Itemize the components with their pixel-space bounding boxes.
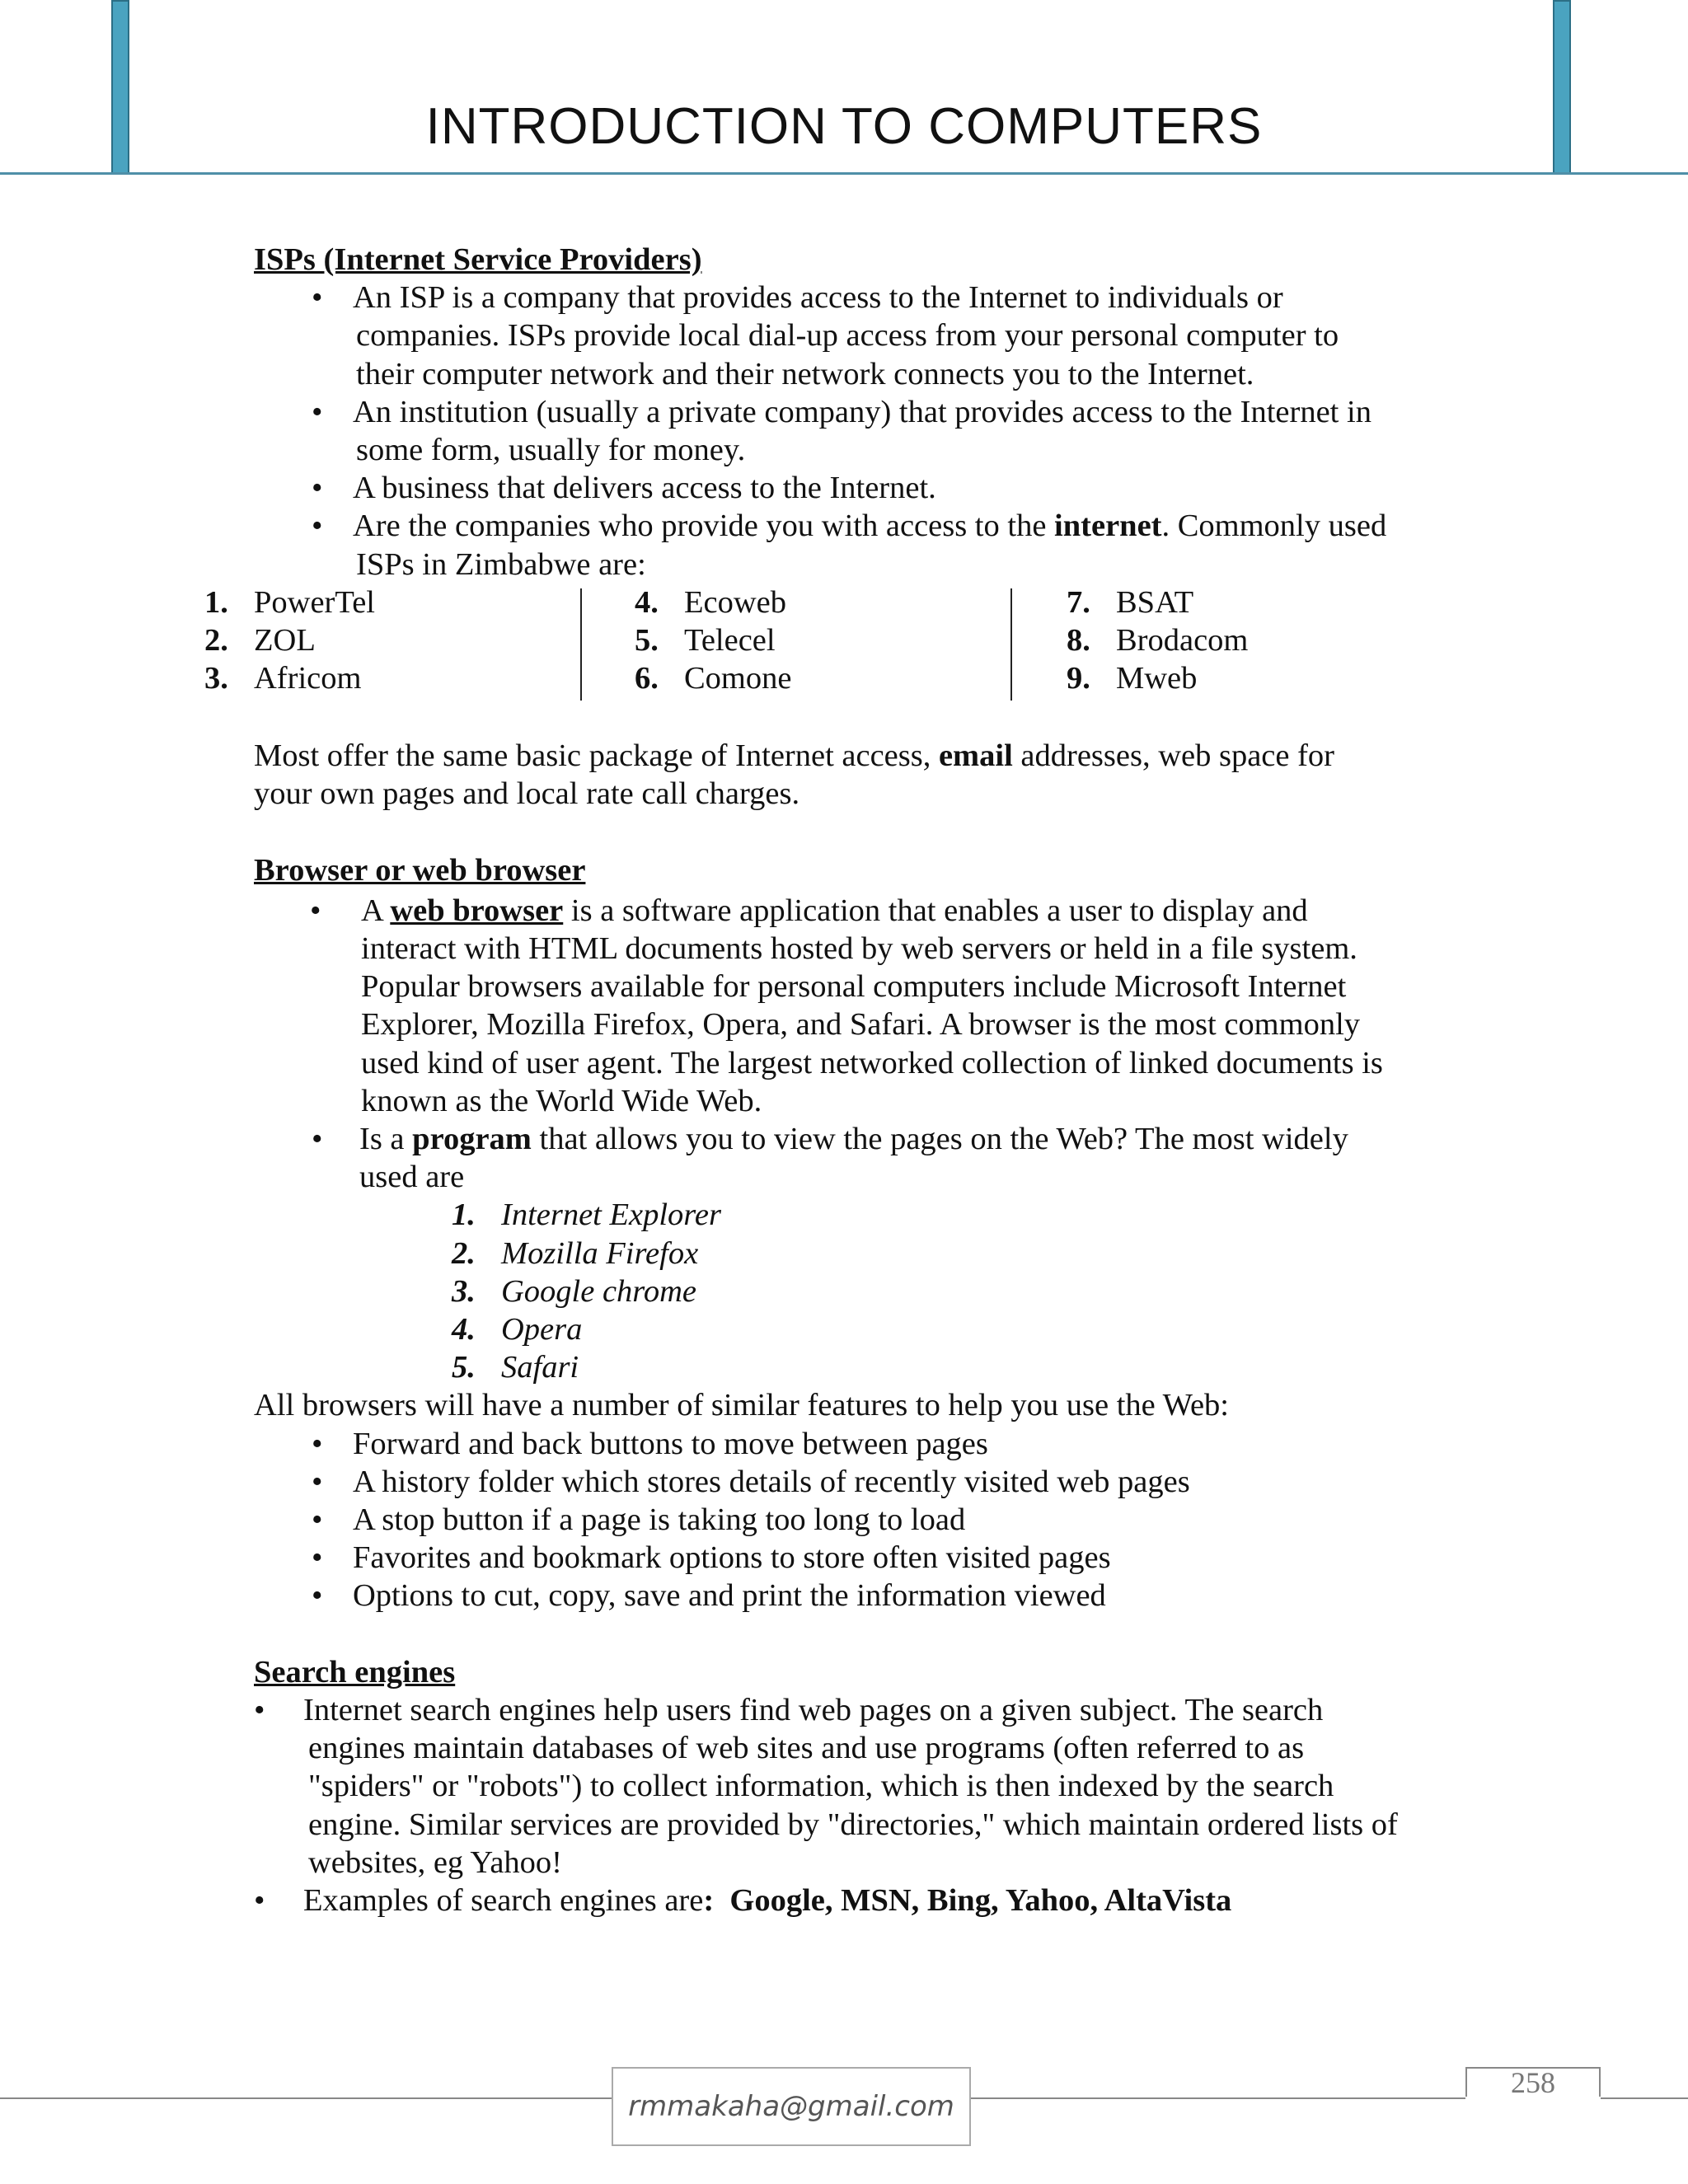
search-bullet-1: • Internet search engines help users find web pages on a given subject. The search engines maintain databases of web sites and use programs (often referred to as "spiders" or "robots") to collect information, which is then indexed by the search engine. Similar services are provided by "directories," which maintain ordered lists of websites, eg Yahoo! [254, 1693, 1398, 1880]
bullet-icon: • [310, 893, 321, 928]
list-item: 5. Telecel [635, 623, 776, 658]
page-number: 258 [1465, 2067, 1601, 2097]
list-item: 3. Africom [204, 661, 362, 696]
footer-rule-left [0, 2097, 612, 2099]
footer-rule-right [1601, 2097, 1688, 2099]
list-item: 2. Mozilla Firefox [452, 1235, 699, 1271]
page-title: INTRODUCTION TO COMPUTERS [425, 98, 1263, 155]
list-item: 1. PowerTel [204, 584, 375, 620]
bullet-icon: • [312, 1426, 323, 1461]
features-intro: All browsers will have a number of similar features to help you use the Web: [254, 1388, 1229, 1423]
bullet-icon: • [254, 1693, 265, 1728]
browser-bullet-2: • Is a program that allows you to view the pages on the Web? The most widely used are [312, 1122, 1348, 1195]
isp-bullet-4: • Are the companies who provide you with access to the internet. Commonly used ISPs in Zimbabwe are: [312, 509, 1387, 582]
list-item: 4. Opera [452, 1312, 583, 1347]
feature-item: • A history folder which stores details of recently visited web pages [254, 1463, 1457, 1501]
provider-column-3 [1067, 583, 1248, 698]
isp-bullet-2: • An institution (usually a private company) that provides access to the Internet in some form, usually for money. [312, 394, 1372, 468]
provider-column-2 [635, 583, 791, 698]
provider-column-1 [204, 583, 375, 698]
bullet-icon: • [312, 509, 323, 544]
isp-bullet-3: • A business that delivers access to the Internet. [254, 469, 1457, 507]
feature-item: • Favorites and bookmark options to store often visited pages [254, 1539, 1457, 1577]
isp-heading: ISPs (Internet Service Providers) [254, 242, 702, 277]
isp-bullet-1: • An ISP is a company that provides access to the Internet to individuals or companies. ISPs provide local dial-up access from your personal computer to their computer network and their network connects you to the Internet. [312, 280, 1339, 391]
document-body [204, 241, 1457, 1919]
bullet-icon: • [312, 471, 323, 506]
header-rule [0, 172, 1688, 175]
list-item: 5. Safari [452, 1350, 579, 1385]
column-divider [1010, 588, 1012, 701]
list-item: 3. Google chrome [452, 1273, 696, 1309]
bullet-icon: • [312, 1464, 323, 1499]
bullet-icon: • [254, 1883, 265, 1919]
column-divider [580, 588, 582, 701]
bullet-icon: • [312, 394, 323, 429]
browser-heading: Browser or web browser [254, 852, 586, 888]
isp-summary: Most offer the same basic package of Internet access, email addresses, web space for your own pages and local rate call charges. [254, 738, 1334, 812]
bullet-icon: • [312, 1122, 323, 1157]
footer-rule-middle [971, 2097, 1465, 2099]
feature-item: • A stop button if a page is taking too long to load [254, 1501, 1457, 1539]
feature-item: • Options to cut, copy, save and print the information viewed [254, 1577, 1457, 1615]
bullet-icon: • [312, 1502, 323, 1538]
footer-email: rmmakaha@gmail.com [612, 2067, 971, 2146]
browser-list [254, 1196, 1457, 1386]
list-item: 2. ZOL [204, 623, 316, 658]
isp-provider-list [204, 583, 1457, 699]
list-item: 4. Ecoweb [635, 584, 786, 620]
browser-bullet-1: • A web browser is a software application that enables a user to display and interact with HTML documents hosted by web servers or held in a file system. Popular browsers available for personal computers include Microsoft Internet Explorer, Mozilla Firefox, Opera, and Safari. A browser is the most commonly used kind of user agent. The largest networked collection of linked documents is known as the World Wide Web. [310, 893, 1383, 1118]
list-item: 8. Brodacom [1067, 623, 1249, 658]
search-heading: Search engines [254, 1654, 456, 1690]
list-item: 1. Internet Explorer [452, 1197, 721, 1233]
bullet-icon: • [312, 1540, 323, 1576]
list-item: 6. Comone [635, 661, 792, 696]
list-item: 7. BSAT [1067, 584, 1194, 620]
search-bullet-2: • Examples of search engines are: Google, MSN, Bing, Yahoo, AltaVista [254, 1882, 1457, 1919]
bullet-icon: • [312, 280, 323, 316]
list-item: 9. Mweb [1067, 661, 1198, 696]
bullet-icon: • [312, 1578, 323, 1614]
feature-item: • Forward and back buttons to move between pages [254, 1425, 1457, 1463]
